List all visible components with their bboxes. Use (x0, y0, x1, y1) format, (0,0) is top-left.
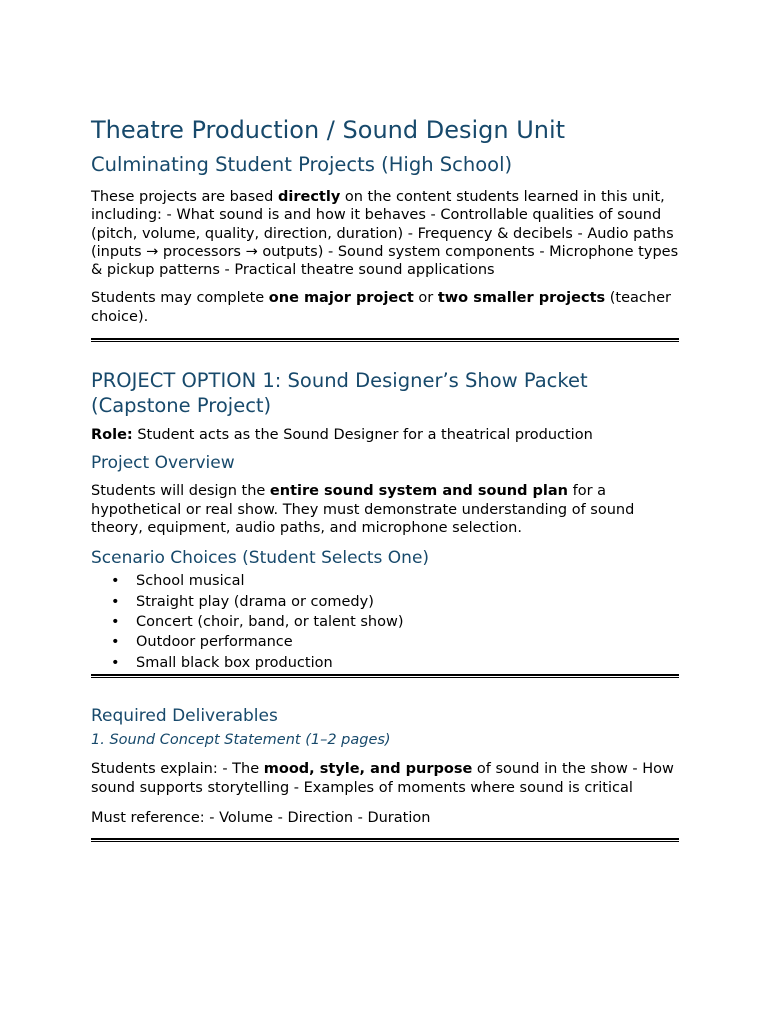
overview-text-1: Students will design the (91, 483, 270, 500)
bullet-icon: • (111, 573, 120, 590)
intro-text-2: on the content students learned in this unit, including: - What sound is and how it behaves - Controllable qualities of sound (pitch, volume, quality, direction, duration) - Frequency & decibels - Audio paths (inputs → processors → outputs) - Sound system components - Microphone types & pickup patterns - Practical theatre sound applications (91, 189, 679, 279)
choice-text-2: or (413, 290, 438, 307)
role-text: Student acts as the Sound Designer for a theatrical production (132, 427, 593, 444)
list-item (91, 612, 679, 632)
explain-emphasis: mood, style, and purpose (263, 761, 473, 778)
choice-text-3: (teacher choice). (91, 290, 671, 325)
list-item (91, 632, 679, 652)
choice-text-1: Students may complete (91, 290, 269, 307)
role-label: Role: (91, 427, 133, 444)
role-paragraph (91, 426, 679, 444)
list-item-label: Small black box production (136, 654, 333, 671)
overview-text-2: for a hypothetical or real show. They must demonstrate understanding of sound theory, equipment, audio paths, and microphone selection. (91, 483, 635, 536)
explain-text-1: Students explain: - The (91, 761, 264, 778)
overview-heading: Project Overview (91, 453, 235, 474)
intro-emphasis-directly: directly (277, 189, 341, 205)
choice-emphasis-smaller: two smaller projects (437, 290, 606, 307)
intro-text-1: These projects are based (91, 189, 278, 205)
bullet-icon: • (111, 593, 120, 610)
bullet-icon: • (111, 614, 120, 631)
page-title: Theatre Production / Sound Design Unit (91, 116, 566, 144)
explain-text-2: of sound in the show - How sound supports storytelling - Examples of moments where sound is critical (91, 761, 674, 796)
list-item (91, 571, 679, 591)
section-divider (91, 338, 679, 342)
option1-heading: PROJECT OPTION 1: Sound Designer’s Show Packet (Capstone Project) (91, 369, 588, 418)
explain-paragraph (91, 760, 679, 797)
scenario-list (91, 571, 679, 673)
list-item-label: Outdoor performance (136, 634, 293, 651)
overview-paragraph (91, 482, 679, 537)
list-item-label: Straight play (drama or comedy) (136, 593, 374, 610)
must-reference-paragraph: Must reference: - Volume - Direction - Duration (91, 809, 431, 826)
intro-paragraph (91, 188, 679, 279)
section-divider (91, 838, 679, 842)
choice-paragraph (91, 289, 679, 326)
page-subtitle: Culminating Student Projects (High School) (91, 153, 513, 176)
list-item-label: School musical (136, 573, 245, 590)
list-item (91, 653, 679, 673)
choice-emphasis-major: one major project (268, 290, 414, 307)
bullet-icon: • (111, 634, 120, 651)
list-item-label: Concert (choir, band, or talent show) (136, 614, 404, 631)
deliverables-heading: Required Deliverables (91, 706, 278, 727)
bullet-icon: • (111, 654, 120, 671)
list-item (91, 592, 679, 612)
section-divider (91, 674, 679, 678)
deliverable-1-heading: 1. Sound Concept Statement (1–2 pages) (91, 732, 391, 749)
document-content (91, 114, 679, 842)
scenario-heading: Scenario Choices (Student Selects One) (91, 548, 430, 569)
overview-emphasis: entire sound system and sound plan (269, 483, 568, 500)
